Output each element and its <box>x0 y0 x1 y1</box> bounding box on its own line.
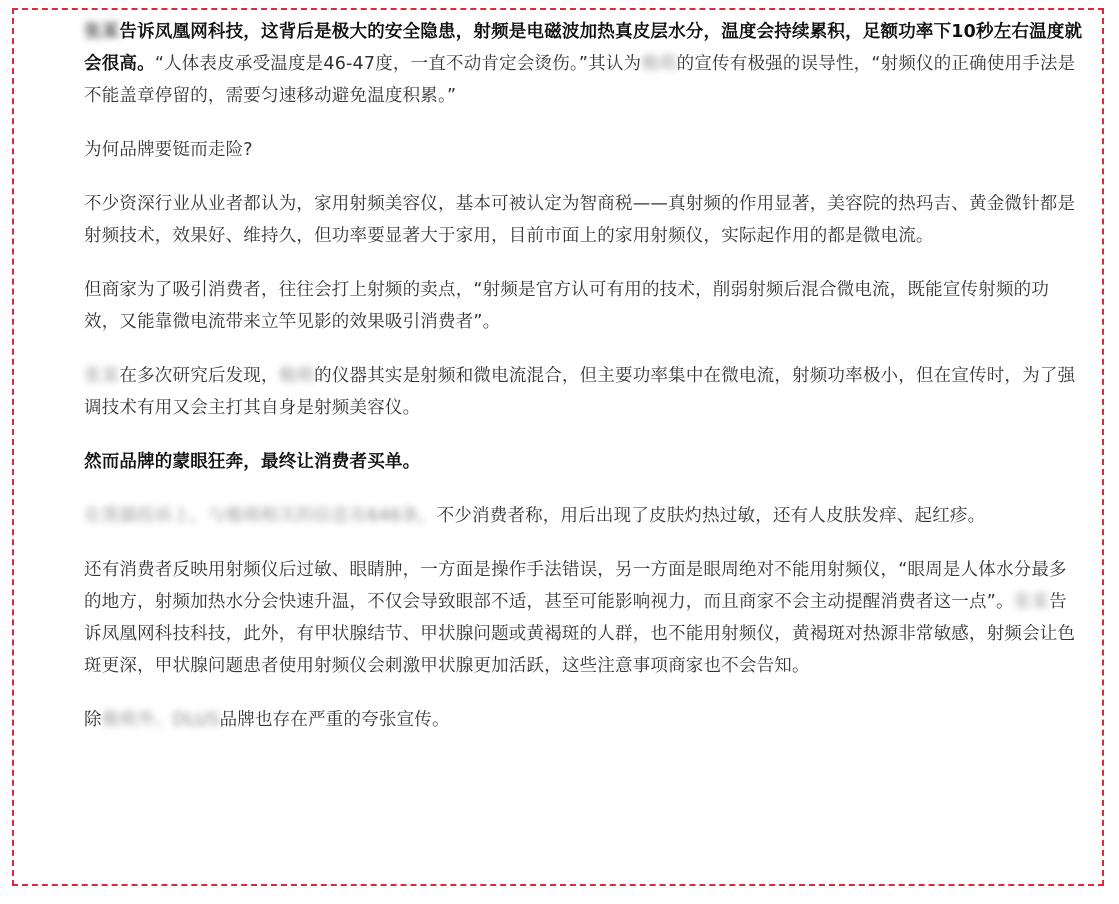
text-run: 为何品牌要铤而走险? <box>84 140 253 160</box>
text-run: 在多次研究后发现， <box>119 366 279 386</box>
article-paragraph <box>84 134 1084 166</box>
text-run: 除 <box>84 710 102 730</box>
article-paragraph <box>84 500 1084 532</box>
redacted-text: 张某 <box>84 22 120 42</box>
text-run: 但商家为了吸引消费者，往往会打上射频的卖点，“射频是官方认可有用的技术，削弱射频后混合微电流，既能宣传射频的功效，又能靠微电流带来立竿见影的效果吸引消费者”。 <box>84 280 1050 332</box>
article-paragraph <box>84 188 1084 252</box>
text-run: 的仪器其实是射频和微电流混合，但主要功率集中在微电流，射频功率极小，但在宣传时，为了强调技术有用又会主打其自身是射频美容仪。 <box>84 366 1076 418</box>
text-run: 的宣传有极强的误导性，“射频仪的正确使用手法是不能盖章停留的，需要匀速移动避免温度积累。” <box>84 54 1076 106</box>
article-paragraph <box>84 446 1084 478</box>
text-run: 不少资深行业从业者都认为，家用射频美容仪，基本可被认定为智商税——真射频的作用显著，美容院的热玛吉、黄金微针都是射频技术，效果好、维持久，但功率要显著大于家用，目前市面上的家用射频仪，实际起作用的都是微电流。 <box>84 194 1076 246</box>
text-run: “人体表皮承受温度是46-47度，一直不动肯定会烫伤。”其认为 <box>154 54 642 74</box>
screenshot-frame <box>12 8 1104 886</box>
article-paragraph <box>84 704 1084 736</box>
text-run: 不少消费者称，用后出现了皮肤灼热过敏，还有人皮肤发痒、起红疹。 <box>436 506 986 526</box>
redacted-text: 在黑猫投诉上，与极萌相关的信息有646条， <box>84 506 437 526</box>
article-paragraph <box>84 360 1084 424</box>
text-run: 还有消费者反映用射频仪后过敏、眼睛肿，一方面是操作手法错误，另一方面是眼周绝对不能用射频仪，“眼周是人体水分最多的地方，射频加热水分会快速升温，不仅会导致眼部不适，甚至可能影响视力，而且商家不会主动提醒消费者这一点”。 <box>84 560 1067 612</box>
redacted-text: 极萌 <box>641 54 677 74</box>
redacted-text: 张某 <box>84 366 120 386</box>
text-run: 告诉凤凰网科技科技，此外，有甲状腺结节、甲状腺问题或黄褐斑的人群，也不能用射频仪，黄褐斑对热源非常敏感，射频会让色斑更深，甲状腺问题患者使用射频仪会刺激甲状腺更加活跃，这些注意事项商家也不会告知。 <box>84 592 1076 676</box>
article-paragraph <box>84 274 1084 338</box>
redacted-text: 张某 <box>1013 592 1050 612</box>
article-body <box>84 16 1084 758</box>
bold-text: 告诉凤凰网科技，这背后是极大的安全隐患，射频是电磁波加热真皮层水分，温度会持续累积，足额功率下10秒左右温度就会很高。 <box>84 22 1083 74</box>
bold-text: 然而品牌的蒙眼狂奔，最终让消费者买单。 <box>84 452 421 472</box>
article-paragraph <box>84 554 1084 682</box>
redacted-text: 极萌外、DLUS <box>101 710 220 730</box>
redacted-text: 极萌 <box>278 366 315 386</box>
article-paragraph <box>84 16 1084 112</box>
text-run: 品牌也存在严重的夸张宣传。 <box>219 710 450 730</box>
